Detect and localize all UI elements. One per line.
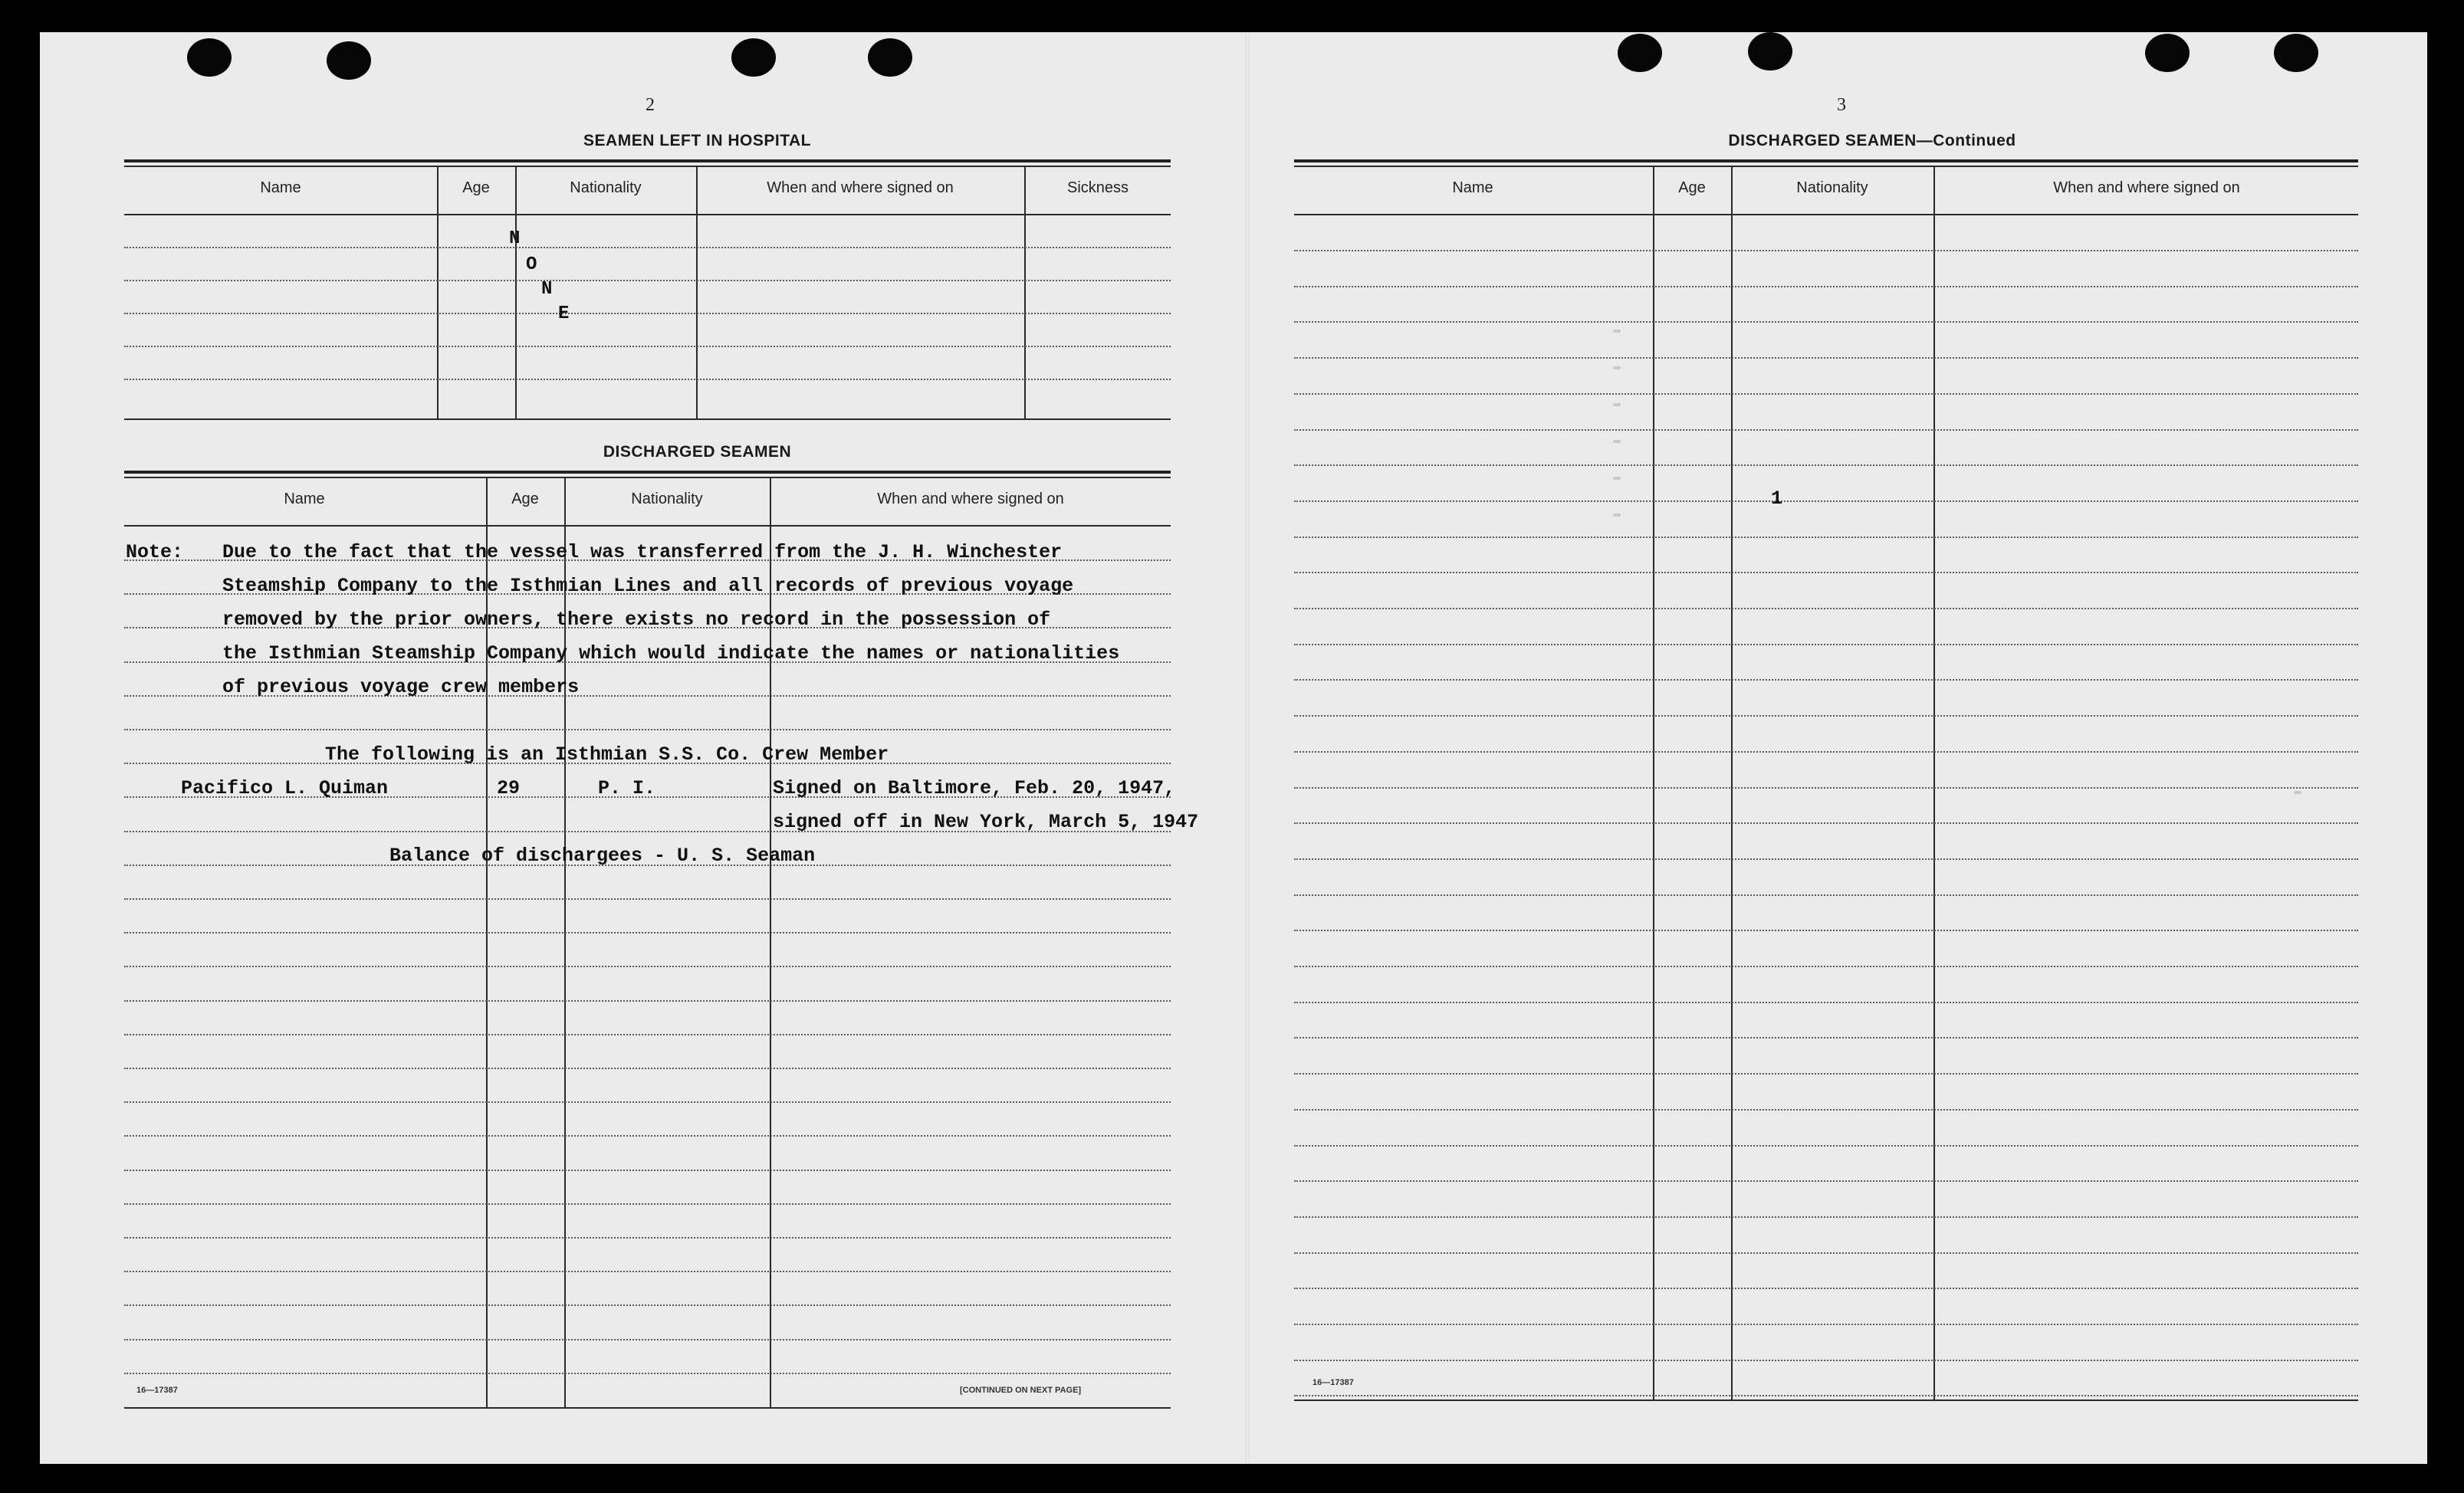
column-header-signed-on: When and where signed on (877, 491, 1064, 507)
row-line (1294, 894, 2358, 896)
punch-hole (1748, 32, 1792, 71)
crew-member-signed-off: signed off in New York, March 5, 1947 (773, 811, 1199, 833)
note-label: Note: (126, 541, 184, 563)
row-line (1294, 1252, 2358, 1254)
table-rule (124, 166, 1171, 167)
row-line (1294, 572, 2358, 573)
row-line (124, 966, 1171, 967)
row-line (1294, 858, 2358, 860)
row-line (1294, 1395, 2358, 1396)
row-line (124, 379, 1171, 380)
punch-hole (187, 38, 232, 77)
row-line (1294, 930, 2358, 931)
row-line (1294, 608, 2358, 609)
page-number: 3 (1837, 95, 1846, 115)
note-line: removed by the prior owners, there exists no record in the possession of (222, 609, 1051, 631)
row-line (124, 1237, 1171, 1239)
row-line (124, 247, 1171, 248)
column-header-sickness: Sickness (1066, 179, 1129, 196)
row-line (1294, 1145, 2358, 1147)
row-line (124, 1170, 1171, 1171)
form-number: 16—17387 (136, 1386, 178, 1395)
none-letter: N (541, 279, 553, 300)
faint-mark (1613, 477, 1621, 480)
page-number: 2 (646, 95, 655, 115)
column-header-nationality: Nationality (1796, 179, 1868, 196)
table-rule (124, 471, 1171, 474)
none-letter: N (509, 228, 521, 249)
punch-hole (731, 38, 776, 77)
row-line (1294, 321, 2358, 323)
punch-hole (327, 41, 371, 80)
column-header-signed-on: When and where signed on (767, 179, 954, 196)
note-line: of previous voyage crew members (222, 676, 580, 698)
row-line (1294, 1073, 2358, 1075)
following-line: The following is an Isthmian S.S. Co. Crew Member (325, 743, 889, 766)
row-line (1294, 464, 2358, 466)
row-line (1294, 1037, 2358, 1039)
note-line: Steamship Company to the Isthmian Lines and all records of previous voyage (222, 575, 1074, 597)
row-line (1294, 966, 2358, 967)
row-line (124, 1135, 1171, 1137)
column-header-nationality: Nationality (631, 491, 703, 507)
crew-member-age: 29 (497, 777, 521, 799)
row-line (1294, 536, 2358, 538)
faint-mark (1613, 403, 1621, 406)
row-line (124, 1203, 1171, 1205)
row-line (1294, 393, 2358, 395)
row-line (1294, 751, 2358, 753)
table-rule (124, 1407, 1171, 1409)
row-line (124, 1304, 1171, 1306)
column-header-name: Name (260, 179, 301, 196)
column-divider (515, 166, 517, 420)
table-rule (124, 159, 1171, 162)
row-line (124, 280, 1171, 281)
handwritten-mark: 1 (1771, 487, 1783, 510)
table-rule (124, 418, 1171, 420)
crew-member-name: Pacifico L. Quiman (181, 777, 389, 799)
row-line (1294, 1288, 2358, 1289)
column-divider (1024, 166, 1026, 420)
row-line (124, 313, 1171, 314)
column-divider (696, 166, 698, 420)
page-fold (1246, 32, 1249, 1464)
column-header-age: Age (511, 491, 539, 507)
faint-mark (1613, 366, 1621, 369)
row-line (1294, 679, 2358, 681)
faint-mark (1613, 514, 1621, 517)
discharged-section-title: DISCHARGED SEAMEN (603, 443, 792, 461)
column-divider (437, 166, 439, 420)
row-line (124, 1000, 1171, 1002)
document-page-spread (40, 32, 2427, 1464)
column-header-signed-on: When and where signed on (2053, 179, 2240, 196)
form-number: 16—17387 (1312, 1378, 1354, 1387)
row-line (1294, 286, 2358, 287)
none-letter: O (526, 254, 537, 275)
row-line (1294, 250, 2358, 251)
column-header-age: Age (462, 179, 490, 196)
punch-hole (2145, 34, 2190, 72)
column-header-age: Age (1678, 179, 1706, 196)
row-line (124, 898, 1171, 900)
faint-mark (1613, 440, 1621, 443)
row-line (1294, 1216, 2358, 1218)
faint-mark (1613, 330, 1621, 333)
crew-member-signed-on: Signed on Baltimore, Feb. 20, 1947, (773, 777, 1176, 799)
row-line (1294, 644, 2358, 645)
punch-hole (1618, 34, 1662, 72)
punch-hole (2274, 34, 2318, 72)
row-line (124, 1101, 1171, 1103)
column-header-nationality: Nationality (570, 179, 642, 196)
balance-line: Balance of dischargees - U. S. Seaman (389, 845, 816, 867)
row-line (124, 729, 1171, 730)
row-line (124, 932, 1171, 934)
table-rule (124, 477, 1171, 478)
row-line (124, 1339, 1171, 1340)
table-rule (124, 525, 1171, 527)
row-line (124, 1068, 1171, 1069)
column-header-name: Name (284, 491, 325, 507)
table-rule (1294, 214, 2358, 215)
row-line (1294, 1324, 2358, 1325)
row-line (124, 1373, 1171, 1374)
row-line (1294, 1002, 2358, 1003)
row-line (1294, 1180, 2358, 1182)
row-line (124, 346, 1171, 347)
discharged-continued-title: DISCHARGED SEAMEN—Continued (1728, 132, 2016, 149)
row-line (1294, 1360, 2358, 1361)
column-header-name: Name (1452, 179, 1493, 196)
row-line (1294, 715, 2358, 717)
faint-mark (2294, 791, 2301, 794)
row-line (1294, 357, 2358, 359)
row-line (1294, 787, 2358, 789)
punch-hole (868, 38, 912, 77)
none-letter: E (558, 304, 570, 324)
row-line (1294, 822, 2358, 824)
note-line: Due to the fact that the vessel was transferred from the J. H. Winchester (222, 541, 1063, 563)
crew-member-nationality: P. I. (598, 777, 656, 799)
table-rule (1294, 1399, 2358, 1401)
row-line (124, 1034, 1171, 1035)
note-line: the Isthmian Steamship Company which would indicate the names or nationalities (222, 642, 1120, 664)
hospital-section-title: SEAMEN LEFT IN HOSPITAL (583, 132, 811, 149)
row-line (1294, 429, 2358, 431)
row-line (124, 1271, 1171, 1272)
row-line (1294, 1109, 2358, 1111)
table-rule (124, 214, 1171, 215)
table-rule (1294, 159, 2358, 162)
continued-note: [CONTINUED ON NEXT PAGE] (960, 1386, 1082, 1395)
row-line (1294, 500, 2358, 502)
table-rule (1294, 166, 2358, 167)
